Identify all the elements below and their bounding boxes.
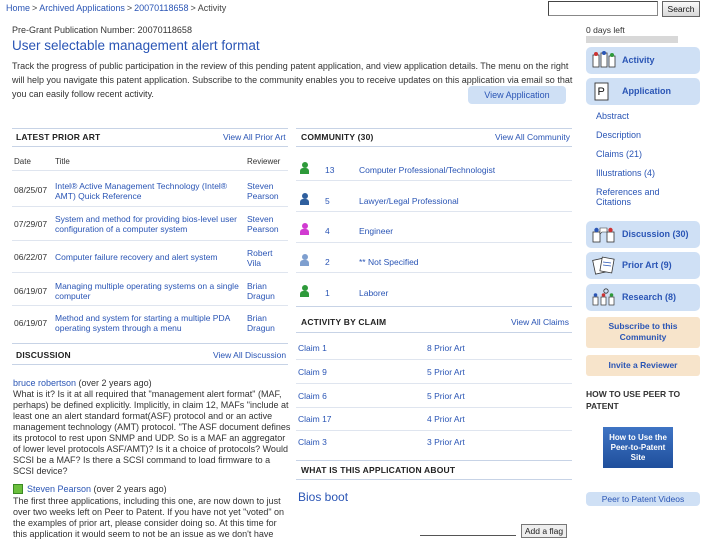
flag-input[interactable] [420, 535, 516, 536]
reviewer-link[interactable]: Steven Pearson [247, 214, 279, 234]
post-author-link[interactable]: Steven Pearson [27, 484, 92, 494]
breadcrumb-current: Activity [197, 3, 227, 13]
sidebar-link-claims[interactable]: Claims (21) [596, 149, 643, 159]
claim-prior-art-link[interactable]: 3 Prior Art [427, 437, 465, 447]
divider [12, 272, 288, 273]
divider [296, 306, 572, 307]
person-icon [300, 193, 309, 205]
community-count[interactable]: 5 [325, 196, 330, 206]
divider [12, 240, 288, 241]
video-caption: How to Use the Peer-to-Patent Site [609, 433, 667, 462]
prior-art-title-link[interactable]: Method and system for starting a multiple PDA operating system through a menu [55, 313, 230, 333]
divider [296, 430, 572, 431]
prior-art-title-link[interactable]: Managing multiple operating systems on a single computer [55, 281, 239, 301]
divider [12, 305, 288, 306]
user-avatar-icon [13, 484, 23, 494]
videos-button[interactable]: Peer to Patent Videos [586, 492, 700, 506]
post-author-link[interactable]: bruce robertson [13, 378, 77, 388]
breadcrumb [6, 3, 226, 13]
tab-label: Activity [622, 55, 655, 65]
discussion-title: DISCUSSION [16, 350, 71, 360]
page-title: User selectable management alert format [12, 38, 260, 53]
community-count[interactable]: 2 [325, 257, 330, 267]
invite-reviewer-button[interactable]: Invite a Reviewer [586, 355, 700, 376]
tab-label: Application [622, 86, 671, 96]
sidebar-link-references[interactable]: References and Citations [596, 187, 660, 207]
community-role-link[interactable]: Laborer [359, 288, 389, 298]
post-meta: (over 2 years ago) [76, 378, 152, 388]
tab-label: Prior Art (9) [622, 260, 672, 270]
community-count[interactable]: 1 [325, 288, 330, 298]
tag-list[interactable]: Bios boot [298, 490, 349, 504]
community-role-link[interactable]: Lawyer/Legal Professional [359, 196, 459, 206]
post-header [13, 378, 152, 388]
claim-prior-art-link[interactable]: 5 Prior Art [427, 391, 465, 401]
tab-research[interactable] [586, 284, 700, 311]
research-icon [592, 288, 616, 307]
claim-prior-art-link[interactable]: 5 Prior Art [427, 367, 465, 377]
divider [12, 128, 288, 129]
view-all-claims-link[interactable]: View All Claims [511, 317, 569, 327]
breadcrumb-separator: > [190, 3, 196, 13]
prior-art-title-link[interactable]: Intel® Active Management Technology (Intel® AMT) Quick Reference [55, 181, 228, 201]
divider [12, 364, 288, 365]
divider [296, 180, 572, 181]
post-header [13, 484, 167, 494]
claim-link[interactable]: Claim 9 [298, 367, 327, 377]
sidebar-link-abstract[interactable]: Abstract [596, 111, 630, 121]
reviewer-link[interactable]: Brian Dragun [247, 313, 275, 333]
tab-application[interactable] [586, 78, 700, 105]
divider [296, 211, 572, 212]
reviewer-link[interactable]: Steven Pearson [247, 181, 279, 201]
breadcrumb-archived[interactable]: Archived Applications [39, 3, 125, 13]
person-icon [300, 223, 309, 235]
post-body: The first three applications, including this one, are now down to just over two weeks left on Peer to Patent. If you have not yet "voted" on the examples of prior art, please consider doing so. At this time for this application it would seem to not be an issue as we don't have [13, 496, 285, 539]
days-left-label: 0 days left [586, 25, 625, 35]
post-meta: (over 2 years ago) [91, 484, 167, 494]
sidebar-link-description[interactable]: Description [596, 130, 642, 140]
view-all-prior-art-link[interactable]: View All Prior Art [223, 132, 286, 142]
divider [12, 343, 288, 344]
row-date: 06/19/07 [14, 318, 48, 328]
person-icon [300, 162, 309, 174]
divider [296, 332, 572, 333]
how-to-title: HOW TO USE PEER TO PATENT [586, 389, 681, 411]
breadcrumb-home[interactable]: Home [6, 3, 31, 13]
divider [296, 460, 572, 461]
person-icon [300, 285, 309, 297]
progress-bar [586, 36, 678, 43]
document-icon [592, 82, 616, 101]
prior-art-title: LATEST PRIOR ART [16, 132, 101, 142]
prior-art-title-link[interactable]: System and method for providing bios-level user configuration of a computer system [55, 214, 237, 234]
prior-art-icon [592, 256, 616, 275]
community-role-link[interactable]: ** Not Specified [359, 257, 419, 267]
community-role-link[interactable]: Engineer [359, 226, 394, 236]
subscribe-button[interactable]: Subscribe to this Community [586, 317, 700, 348]
divider [296, 272, 572, 273]
row-date: 06/19/07 [14, 286, 48, 296]
divider [296, 359, 572, 360]
divider [12, 146, 288, 147]
community-count[interactable]: 13 [325, 165, 335, 175]
view-all-community-link[interactable]: View All Community [495, 132, 570, 142]
intro-text: Track the progress of public participation in the review of this pending patent application, and view application details. The menu on the right will help you navigate this patent application. Subscribe to the community enables you to receive updates on this application via email so that you can easily follow recent activity. [12, 61, 573, 99]
activity-icon [592, 51, 616, 70]
add-flag-button[interactable]: Add a flag [521, 524, 567, 538]
reviewer-link[interactable]: Brian Dragun [247, 281, 275, 301]
discussion-icon [592, 225, 616, 244]
column-header-title: Title [55, 157, 70, 166]
divider [296, 146, 572, 147]
post-body: What is it? Is it at all required that "management alert format" (MAF, perhaps) be defined explicitly. Implicitly, in claim 12, MAFs "include at least one an alert standard format(ASF) protocol and or an active management technology (AMT) protocol. "The ASF document defines its protocol to rest upon SNMP and UDP. So is a MAF an aggregator of lower level protocols ASF/AMT)? Is it a choice of protocols? Would SCSI be a MAF? Is there a SCSI command to load firmware to a SCSI device? [13, 389, 291, 476]
search-input[interactable] [548, 1, 658, 16]
tab-discussion[interactable] [586, 221, 700, 248]
video-thumbnail[interactable] [603, 427, 673, 468]
tab-prior-art[interactable] [586, 252, 700, 279]
divider [296, 383, 572, 384]
community-role-link[interactable]: Computer Professional/Technologist [359, 165, 496, 175]
claim-link[interactable]: Claim 3 [298, 437, 327, 447]
search-button[interactable]: Search [662, 1, 700, 17]
column-header-date: Date [14, 157, 31, 166]
view-application-button[interactable]: View Application [468, 86, 566, 104]
activity-title: ACTIVITY BY CLAIM [301, 317, 387, 327]
divider [12, 206, 288, 207]
breadcrumb-separator: > [126, 3, 133, 13]
breadcrumb-application[interactable]: 20070118658 [134, 3, 189, 13]
person-icon [300, 254, 309, 266]
reviewer-link[interactable]: Robert Vila [247, 248, 273, 268]
breadcrumb-separator: > [32, 3, 38, 13]
svg-text:P: P [597, 86, 605, 98]
divider [12, 170, 288, 171]
prior-art-title-link[interactable]: Computer failure recovery and alert system [55, 252, 218, 262]
divider [296, 242, 572, 243]
divider [296, 479, 572, 480]
about-title: WHAT IS THIS APPLICATION ABOUT [301, 465, 456, 475]
row-date: 07/29/07 [14, 219, 48, 229]
claim-link[interactable]: Claim 1 [298, 343, 327, 353]
view-all-discussion-link[interactable]: View All Discussion [213, 350, 287, 360]
column-header-reviewer: Reviewer [247, 157, 281, 166]
claim-link[interactable]: Claim 17 [298, 414, 332, 424]
community-count[interactable]: 4 [325, 226, 330, 236]
divider [296, 407, 572, 408]
divider [296, 128, 572, 129]
row-date: 06/22/07 [14, 252, 48, 262]
tab-label: Discussion (30) [622, 229, 689, 239]
claim-link[interactable]: Claim 6 [298, 391, 327, 401]
claim-prior-art-link[interactable]: 8 Prior Art [427, 343, 465, 353]
row-date: 08/25/07 [14, 185, 48, 195]
publication-number: Pre-Grant Publication Number: 20070118658 [12, 25, 192, 35]
sidebar-link-illustrations[interactable]: Illustrations (4) [596, 168, 656, 178]
tab-label: Research (8) [622, 292, 677, 302]
claim-prior-art-link[interactable]: 4 Prior Art [427, 414, 465, 424]
tab-activity[interactable] [586, 47, 700, 74]
community-title: COMMUNITY (30) [301, 132, 374, 142]
